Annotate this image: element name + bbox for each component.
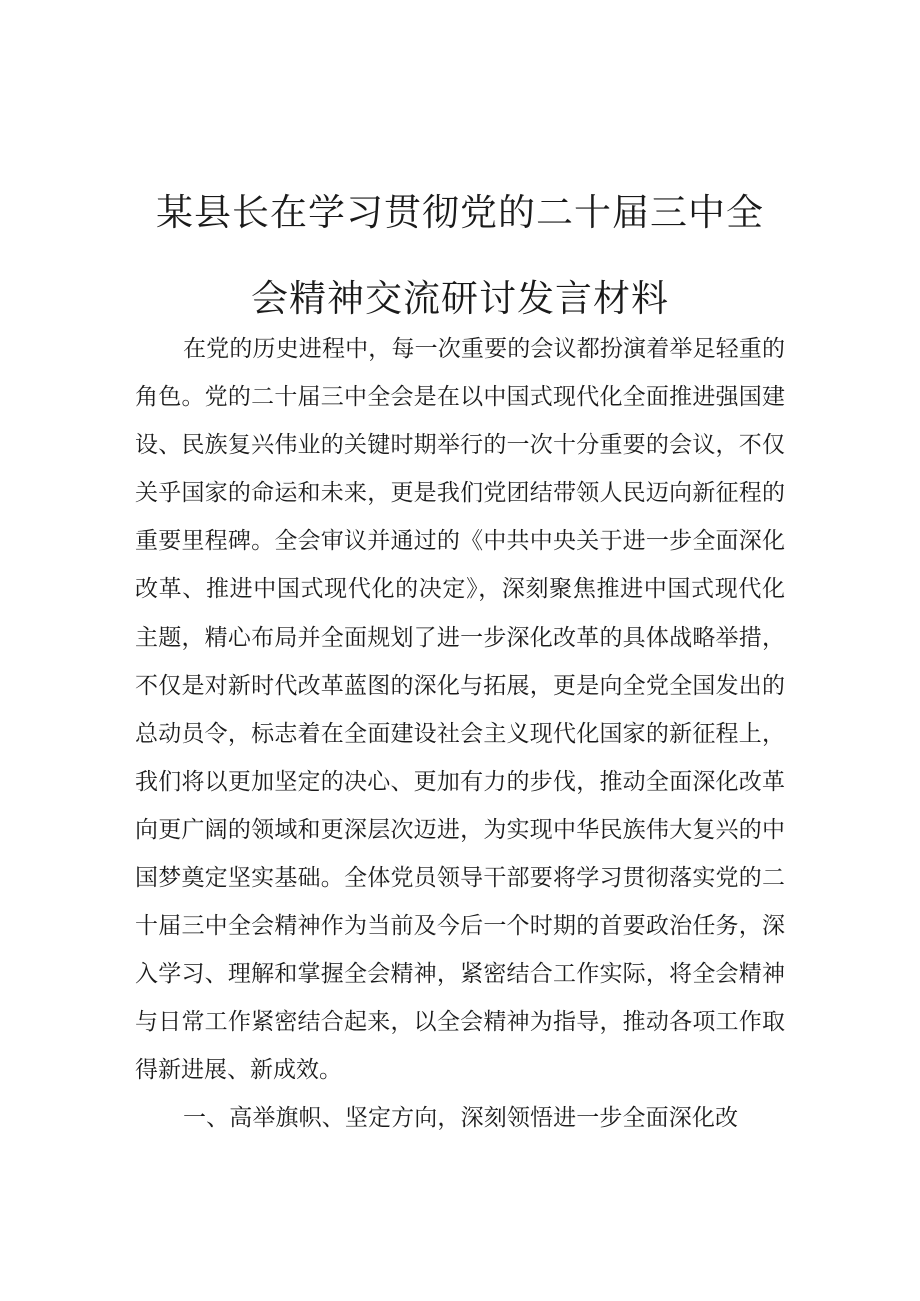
body-line: 我们将以更加坚定的决心、更加有力的步伐，推动全面深化改革 bbox=[135, 769, 785, 795]
body-line: 主题，精心布局并全面规划了进一步深化改革的具体战略举措， bbox=[135, 625, 785, 651]
body-line: 与日常工作紧密结合起来，以全会精神为指导，推动各项工作取 bbox=[135, 1009, 785, 1035]
body-line: 得新进展、新成效。 bbox=[135, 1057, 342, 1083]
body-line: 总动员令，标志着在全面建设社会主义现代化国家的新征程上， bbox=[135, 721, 785, 747]
body-line: 改革、推进中国式现代化的决定》，深刻聚焦推进中国式现代化 bbox=[135, 576, 785, 602]
body-line: 向更广阔的领域和更深层次迈进，为实现中华民族伟大复兴的中 bbox=[135, 817, 785, 843]
body-line: 十届三中全会精神作为当前及今后一个时期的首要政治任务，深 bbox=[135, 913, 785, 939]
body-line: 关乎国家的命运和未来，更是我们党团结带领人民迈向新征程的 bbox=[135, 480, 785, 506]
document-title-line-1: 某县长在学习贯彻党的二十届三中全 bbox=[156, 191, 764, 234]
body-line: 在党的历史进程中，每一次重要的会议都扮演着举足轻重的 bbox=[183, 336, 785, 362]
body-line: 不仅是对新时代改革蓝图的深化与拓展，更是向全党全国发出的 bbox=[135, 673, 785, 699]
body-line: 国梦奠定坚实基础。全体党员领导干部要将学习贯彻落实党的二 bbox=[135, 865, 785, 891]
body-line: 角色。党的二十届三中全会是在以中国式现代化全面推进强国建 bbox=[135, 384, 785, 410]
body-line: 设、民族复兴伟业的关键时期举行的一次十分重要的会议，不仅 bbox=[135, 432, 785, 458]
body-line: 重要里程碑。全会审议并通过的《中共中央关于进一步全面深化 bbox=[135, 528, 785, 554]
document-title-line-2: 会精神交流研讨发言材料 bbox=[251, 277, 669, 320]
section-heading: 一、高举旗帜、坚定方向，深刻领悟进一步全面深化改 bbox=[183, 1105, 738, 1131]
body-line: 入学习、理解和掌握全会精神，紧密结合工作实际，将全会精神 bbox=[135, 961, 785, 987]
